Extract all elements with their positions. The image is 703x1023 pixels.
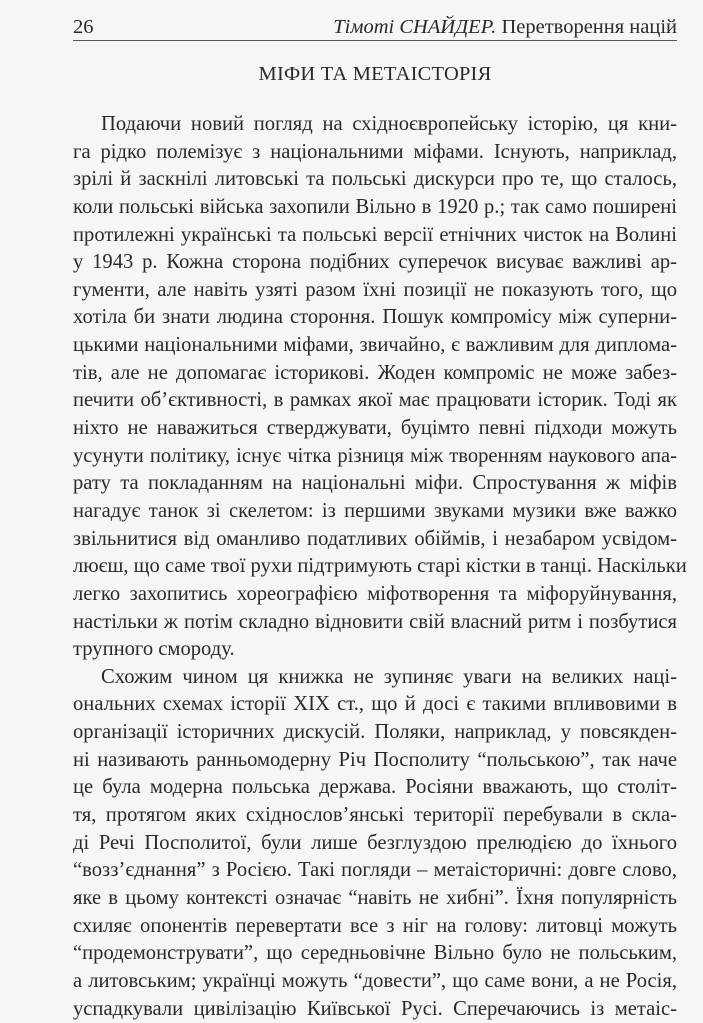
chapter-heading: МІФИ ТА МЕТАІСТОРІЯ [73, 60, 677, 88]
text-line: нагадує танок зі скелетом: із першими звуками музики вже важко [73, 498, 677, 526]
page-number: 26 [73, 14, 94, 40]
text-line: усунути політику, існує чітка різниця між творенням наукового апа- [73, 443, 677, 471]
text-line: яке в цьому контексті означає “навіть не хибні”. Їхня популярність [73, 885, 677, 913]
text-line: легко захопитись хореографією міфотворення та міфоруйнування, [73, 581, 677, 609]
paragraph [73, 111, 677, 664]
text-line: ональних схемах історії XIX ст., що й досі є такими впливовими в [73, 691, 677, 719]
text-line: гументи, але навіть узяті разом їхні позиції не показують того, що [73, 277, 677, 305]
text-line: тя, протягом яких східнослов’янські території перебували в скла- [73, 802, 677, 830]
text-line: Подаючи новий погляд на східноєвропейську історію, ця кни- [73, 111, 677, 139]
text-line: га рідко полемізує з національними міфами. Існують, наприклад, [73, 139, 677, 167]
text-line: схиляє опонентів перевертати все з ніг на голову: литовці можуть [73, 913, 677, 941]
text-line: люєш, що саме твої рухи підтримують старі кістки в танці. Наскільки [73, 553, 677, 581]
text-line: звільнитися від оманливо податливих обіймів, і незабаром усвідом- [73, 526, 677, 554]
body-text [73, 111, 677, 1023]
text-line: “возз’єднання” з Росією. Такі погляди – метаісторичні: довге слово, [73, 857, 677, 885]
text-line: тів, але не допомагає історикові. Жоден компроміс не може забез- [73, 360, 677, 388]
text-line: цькими національними міфами, звичайно, є важливим для диплома- [73, 332, 677, 360]
book-title: Перетворення націй [501, 16, 677, 38]
text-line: це була модерна польська держава. Росіяни вважають, що століт- [73, 774, 677, 802]
running-title [333, 14, 677, 40]
text-line: протилежні українські та польські версії етнічних чисток на Волині [73, 222, 677, 250]
author-name: Тімоті СНАЙДЕР. [333, 16, 496, 38]
text-line: трупного смороду. [73, 636, 677, 664]
text-line: печити об’єктивності, в рамках якої має працювати історик. Тоді як [73, 387, 677, 415]
text-line: хотіла би знати людина стороння. Пошук компромісу між суперни- [73, 304, 677, 332]
text-line: коли польські війська захопили Вільно в 1920 р.; так само поширені [73, 194, 677, 222]
running-header [73, 14, 677, 41]
text-line: успадкували цивілізацію Київської Русі. Сперечаючись із метаіс- [73, 996, 677, 1023]
text-line: Схожим чином ця книжка не зупиняє уваги на великих наці- [73, 664, 677, 692]
text-line: ді Речі Посполитої, були лише безглуздою прелюдією до їхнього [73, 830, 677, 858]
text-line: а литовським; українці можуть “довести”, що саме вони, а не Росія, [73, 968, 677, 996]
text-line: “продемонструвати”, що середньовічне Вільно було не польським, [73, 940, 677, 968]
text-line: зрілі й заскнілі литовські та польські дискурси про те, що сталось, [73, 166, 677, 194]
text-line: організації історичних дискусій. Поляки, наприклад, у повсякден- [73, 719, 677, 747]
text-line: ніхто не наважиться стверджувати, буцімто певні підходи можуть [73, 415, 677, 443]
text-line: настільки ж потім складно відновити свій власний ритм і позбутися [73, 609, 677, 637]
text-line: у 1943 р. Кожна сторона подібних суперечок висуває важливі ар- [73, 249, 677, 277]
paragraph [73, 664, 677, 1023]
text-line: рату та покладанням на національні міфи. Спростування ж міфів [73, 470, 677, 498]
text-line: ні називають ранньомодерну Річ Посполиту “польською”, так наче [73, 747, 677, 775]
